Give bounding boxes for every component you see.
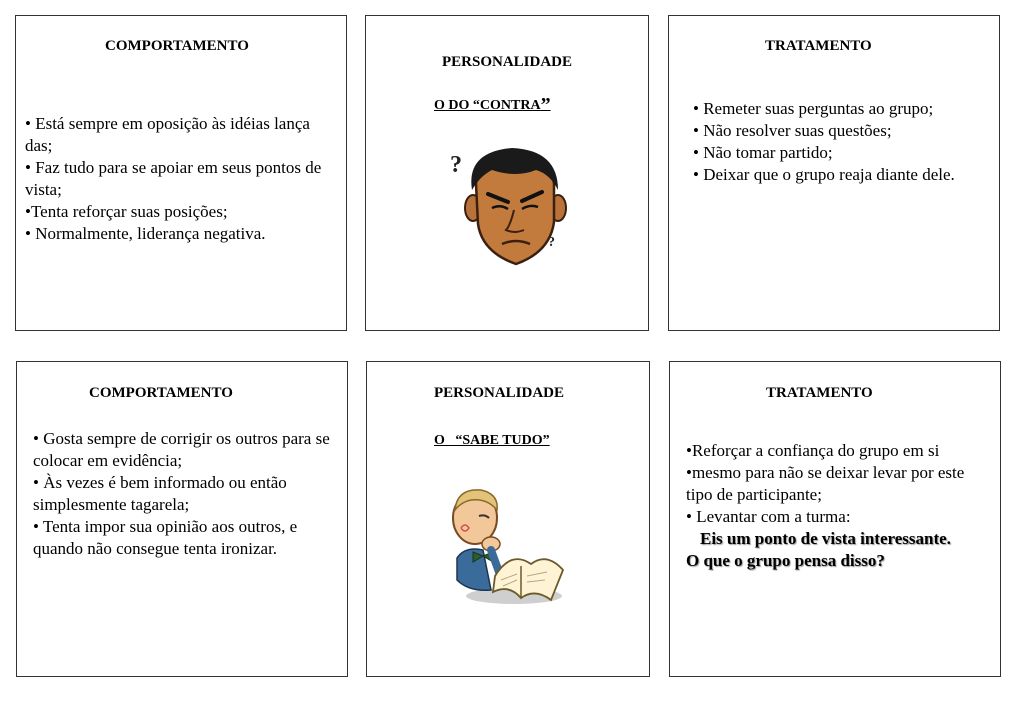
- card-heading: TRATAMENTO: [765, 38, 872, 54]
- card-body: [693, 98, 993, 186]
- card-body: [33, 428, 333, 560]
- card-comportamento-2: [16, 361, 348, 677]
- quote-line: O que o grupo pensa disso?: [686, 551, 885, 570]
- card-body: [686, 440, 986, 572]
- card-heading: TRATAMENTO: [766, 385, 873, 401]
- svg-text:?: ?: [450, 152, 462, 178]
- list-item: • Não tomar partido;: [693, 143, 833, 162]
- svg-text:?: ?: [548, 235, 555, 250]
- list-item: • Deixar que o grupo reaja diante dele.: [693, 165, 955, 184]
- list-item: • Levantar com a turma:: [686, 507, 851, 526]
- list-item: • Remeter suas perguntas ao grupo;: [693, 99, 934, 118]
- thinking-reader-icon: [439, 480, 569, 620]
- list-item: •Tenta reforçar suas posições;: [25, 202, 228, 221]
- card-tratamento-1: [668, 15, 1000, 331]
- list-item: • Normalmente, liderança negativa.: [25, 224, 266, 243]
- card-body: [25, 113, 340, 245]
- list-item: • Às vezes é bem informado ou então simplesmente tagarela;: [33, 473, 287, 514]
- card-tratamento-2: [669, 361, 1001, 677]
- card-heading: PERSONALIDADE: [442, 54, 573, 70]
- list-item: • Gosta sempre de corrigir os outros para se colocar em evidência;: [33, 429, 330, 470]
- list-item: • Está sempre em oposição às idéias lança das;: [25, 114, 310, 155]
- card-comportamento-1: [15, 15, 347, 331]
- list-item: • Faz tudo para se apoiar em seus pontos de vista;: [25, 158, 322, 199]
- card-personalidade-2: [366, 361, 650, 677]
- list-item: • Não resolver suas questões;: [693, 121, 892, 140]
- personality-type-label: O DO “CONTRA”: [434, 94, 551, 116]
- list-item: • Tenta impor sua opinião aos outros, e quando não consegue tenta ironizar.: [33, 517, 298, 558]
- list-item: •mesmo para não se deixar levar por este tipo de participante;: [686, 463, 965, 504]
- card-personalidade-1: [365, 15, 649, 331]
- card-heading: COMPORTAMENTO: [105, 38, 249, 54]
- frowning-man-icon: [446, 144, 576, 274]
- personality-type-label: O “SABE TUDO”: [434, 433, 550, 448]
- list-item: •Reforçar a confiança do grupo em si: [686, 441, 940, 460]
- card-heading: COMPORTAMENTO: [89, 385, 233, 401]
- quote-line: Eis um ponto de vista interessante.: [700, 529, 951, 548]
- card-heading: PERSONALIDADE: [434, 385, 565, 401]
